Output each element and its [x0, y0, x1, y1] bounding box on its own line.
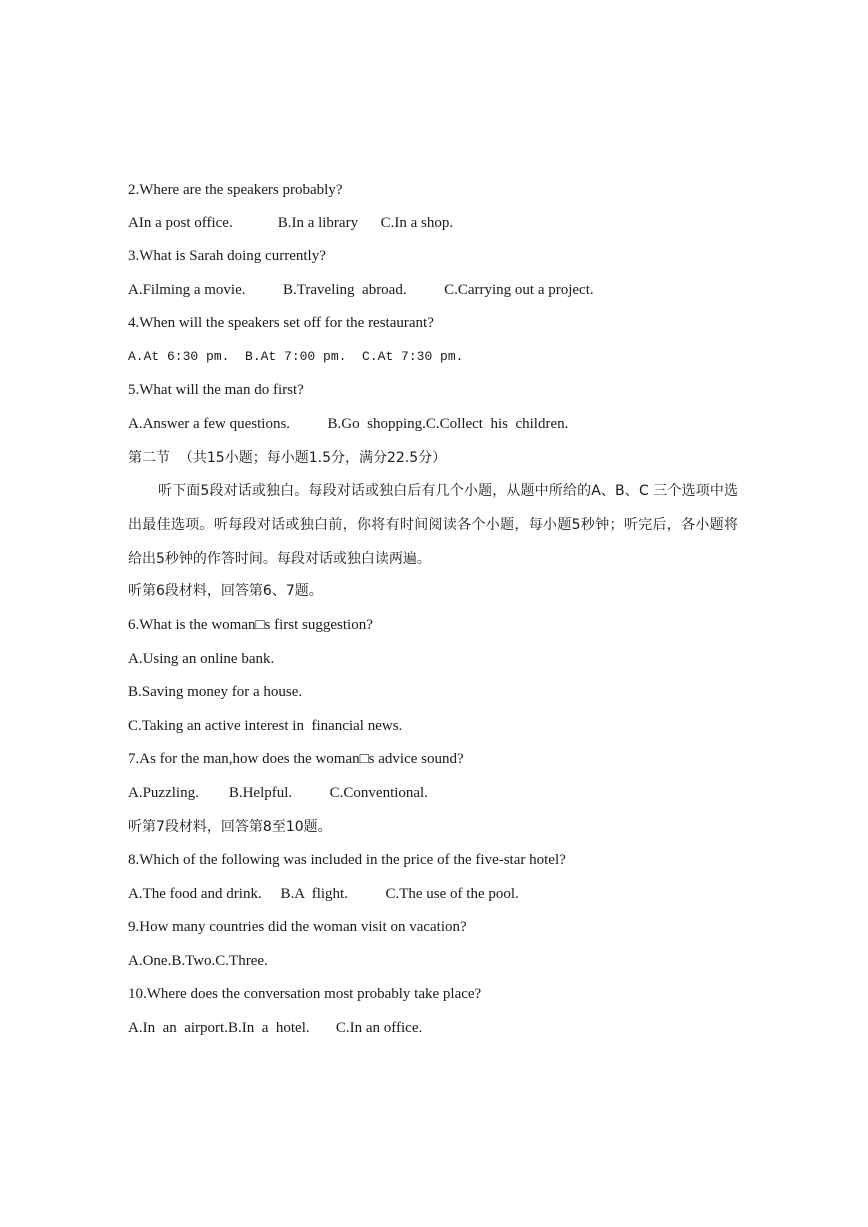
- question-2-options: AIn a post office. B.In a library C.In a shop.: [128, 215, 454, 231]
- question-7: 7.As for the man,how does the woman□s advice sound?: [128, 751, 464, 767]
- question-6: 6.What is the woman□s first suggestion?: [128, 617, 373, 633]
- question-4-options: A.At 6:30 pm. B.At 7:00 pm. C.At 7:30 pm.: [128, 349, 464, 364]
- question-4: 4.When will the speakers set off for the restaurant?: [128, 315, 434, 331]
- question-5: 5.What will the man do first?: [128, 382, 304, 398]
- question-5-options: A.Answer a few questions. B.Go shopping.C.Collect his children.: [128, 416, 569, 432]
- question-8: 8.Which of the following was included in the price of the five-star hotel?: [128, 852, 566, 868]
- material-7-heading: 听第7段材料，回答第8至10题。: [128, 819, 332, 835]
- question-10: 10.Where does the conversation most probably take place?: [128, 986, 482, 1002]
- question-9-options: A.One.B.Two.C.Three.: [128, 953, 268, 969]
- question-7-options: A.Puzzling. B.Helpful. C.Conventional.: [128, 785, 428, 801]
- question-6-option-a: A.Using an online bank.: [128, 651, 275, 667]
- question-10-options: A.In an airport.B.In a hotel. C.In an office.: [128, 1020, 423, 1036]
- material-6-heading: 听第6段材料，回答第6、7题。: [128, 583, 323, 599]
- question-3: 3.What is Sarah doing currently?: [128, 248, 326, 264]
- question-9: 9.How many countries did the woman visit on vacation?: [128, 919, 467, 935]
- question-6-option-c: C.Taking an active interest in financial news.: [128, 718, 403, 734]
- section-instructions: 听下面5段对话或独白。每段对话或独白后有几个小题，从题中所给的A、B、C 三个选项中选出最佳选项。听每段对话或独白前，你将有时间阅读各个小题，每小题5秒钟；听完后，各小题将给出5秒钟的作答时间。每段对话或独白读两遍。: [128, 483, 738, 567]
- section-heading: 第二节 （共15小题；每小题1.5分，满分22.5分）: [128, 450, 447, 466]
- question-6-option-b: B.Saving money for a house.: [128, 684, 303, 700]
- question-8-options: A.The food and drink. B.A flight. C.The use of the pool.: [128, 886, 519, 902]
- question-2: 2.Where are the speakers probably?: [128, 182, 343, 198]
- question-3-options: A.Filming a movie. B.Traveling abroad. C.Carrying out a project.: [128, 282, 594, 298]
